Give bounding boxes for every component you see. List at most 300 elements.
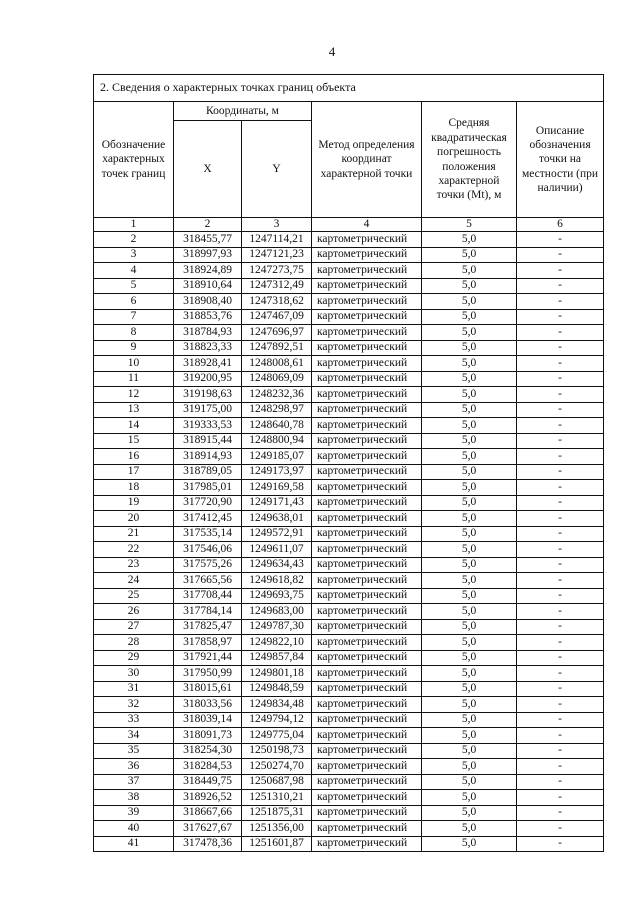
coord-x: 318924,89 [174, 263, 242, 279]
method: картометрический [312, 480, 422, 496]
coord-x: 317575,26 [174, 557, 242, 573]
method: картометрический [312, 759, 422, 775]
method: картометрический [312, 666, 422, 682]
coord-y: 1249611,07 [242, 542, 312, 558]
table-row [94, 728, 604, 744]
method: картометрический [312, 743, 422, 759]
coord-y: 1249572,91 [242, 526, 312, 542]
coord-x: 318789,05 [174, 464, 242, 480]
coord-y: 1247273,75 [242, 263, 312, 279]
point-designation: 9 [94, 340, 174, 356]
coord-x: 317784,14 [174, 604, 242, 620]
method: картометрический [312, 325, 422, 341]
description: - [517, 697, 604, 713]
coord-x: 319200,95 [174, 371, 242, 387]
description: - [517, 418, 604, 434]
coord-x: 318039,14 [174, 712, 242, 728]
point-designation: 13 [94, 402, 174, 418]
point-designation: 38 [94, 790, 174, 806]
description: - [517, 805, 604, 821]
method: картометрический [312, 232, 422, 248]
point-designation: 24 [94, 573, 174, 589]
coord-x: 318091,73 [174, 728, 242, 744]
point-designation: 27 [94, 619, 174, 635]
coord-x: 317546,06 [174, 542, 242, 558]
point-designation: 15 [94, 433, 174, 449]
error-value: 5,0 [422, 712, 517, 728]
point-designation: 40 [94, 821, 174, 837]
coord-y: 1249848,59 [242, 681, 312, 697]
point-designation: 35 [94, 743, 174, 759]
description: - [517, 263, 604, 279]
point-designation: 41 [94, 836, 174, 852]
coord-y: 1249171,43 [242, 495, 312, 511]
coord-y: 1249618,82 [242, 573, 312, 589]
table-row [94, 278, 604, 294]
coord-x: 317627,67 [174, 821, 242, 837]
coord-x: 317665,56 [174, 573, 242, 589]
description: - [517, 356, 604, 372]
coord-x: 317478,36 [174, 836, 242, 852]
point-designation: 34 [94, 728, 174, 744]
description: - [517, 433, 604, 449]
table-row [94, 759, 604, 775]
error-value: 5,0 [422, 449, 517, 465]
point-designation: 4 [94, 263, 174, 279]
table-row [94, 433, 604, 449]
boundary-points-table [93, 74, 604, 852]
coord-y: 1249169,58 [242, 480, 312, 496]
point-designation: 19 [94, 495, 174, 511]
description: - [517, 449, 604, 465]
table-row [94, 821, 604, 837]
coord-y: 1249822,10 [242, 635, 312, 651]
coord-x: 318254,30 [174, 743, 242, 759]
coord-y: 1247696,97 [242, 325, 312, 341]
description: - [517, 588, 604, 604]
table-row [94, 573, 604, 589]
coord-y: 1249638,01 [242, 511, 312, 527]
coord-y: 1249173,97 [242, 464, 312, 480]
error-value: 5,0 [422, 278, 517, 294]
coord-x: 317858,97 [174, 635, 242, 651]
error-value: 5,0 [422, 356, 517, 372]
table-row [94, 356, 604, 372]
header-row-1 [94, 102, 604, 121]
point-designation: 26 [94, 604, 174, 620]
table-row [94, 681, 604, 697]
description: - [517, 542, 604, 558]
error-value: 5,0 [422, 619, 517, 635]
column-number: 1 [94, 218, 174, 232]
coord-x: 317412,45 [174, 511, 242, 527]
coord-y: 1249683,00 [242, 604, 312, 620]
description: - [517, 480, 604, 496]
error-value: 5,0 [422, 433, 517, 449]
description: - [517, 790, 604, 806]
coord-y: 1247121,23 [242, 247, 312, 263]
error-value: 5,0 [422, 294, 517, 310]
method: картометрический [312, 418, 422, 434]
method: картометрический [312, 278, 422, 294]
error-value: 5,0 [422, 309, 517, 325]
table-row [94, 619, 604, 635]
description: - [517, 681, 604, 697]
table-row [94, 418, 604, 434]
coord-x: 318284,53 [174, 759, 242, 775]
error-value: 5,0 [422, 325, 517, 341]
table-row [94, 511, 604, 527]
coord-x: 317825,47 [174, 619, 242, 635]
method: картометрический [312, 263, 422, 279]
description: - [517, 340, 604, 356]
coord-x: 318926,52 [174, 790, 242, 806]
coord-y: 1249801,18 [242, 666, 312, 682]
point-designation: 8 [94, 325, 174, 341]
point-designation: 39 [94, 805, 174, 821]
coord-y: 1249693,75 [242, 588, 312, 604]
point-designation: 5 [94, 278, 174, 294]
table-row [94, 836, 604, 852]
coord-x: 317708,44 [174, 588, 242, 604]
error-value: 5,0 [422, 263, 517, 279]
description: - [517, 371, 604, 387]
method: картометрический [312, 449, 422, 465]
table-row [94, 247, 604, 263]
point-designation: 23 [94, 557, 174, 573]
table-row [94, 340, 604, 356]
section-title-row [94, 75, 604, 102]
error-value: 5,0 [422, 542, 517, 558]
description: - [517, 604, 604, 620]
point-designation: 25 [94, 588, 174, 604]
coord-y: 1250687,98 [242, 774, 312, 790]
method: картометрический [312, 402, 422, 418]
method: картометрический [312, 697, 422, 713]
point-designation: 2 [94, 232, 174, 248]
coord-y: 1247467,09 [242, 309, 312, 325]
description: - [517, 728, 604, 744]
error-value: 5,0 [422, 557, 517, 573]
method: картометрический [312, 712, 422, 728]
section-title: 2. Сведения о характерных точках границ объекта [94, 75, 604, 102]
method: картометрический [312, 650, 422, 666]
description: - [517, 743, 604, 759]
description: - [517, 650, 604, 666]
method: картометрический [312, 542, 422, 558]
method: картометрический [312, 588, 422, 604]
point-designation: 36 [94, 759, 174, 775]
method: картометрический [312, 511, 422, 527]
coord-y: 1249857,84 [242, 650, 312, 666]
coord-x: 317985,01 [174, 480, 242, 496]
error-value: 5,0 [422, 371, 517, 387]
method: картометрический [312, 356, 422, 372]
description: - [517, 619, 604, 635]
coord-y: 1249794,12 [242, 712, 312, 728]
coord-y: 1251875,31 [242, 805, 312, 821]
table-row [94, 557, 604, 573]
method: картометрический [312, 464, 422, 480]
coord-y: 1250274,70 [242, 759, 312, 775]
point-designation: 6 [94, 294, 174, 310]
description: - [517, 666, 604, 682]
table-row [94, 588, 604, 604]
description: - [517, 836, 604, 852]
coord-y: 1247892,51 [242, 340, 312, 356]
table-row [94, 495, 604, 511]
point-designation: 3 [94, 247, 174, 263]
coord-x: 318455,77 [174, 232, 242, 248]
coord-y: 1251601,87 [242, 836, 312, 852]
method: картометрический [312, 635, 422, 651]
error-value: 5,0 [422, 495, 517, 511]
error-value: 5,0 [422, 480, 517, 496]
error-value: 5,0 [422, 666, 517, 682]
point-designation: 33 [94, 712, 174, 728]
error-value: 5,0 [422, 681, 517, 697]
coord-x: 318784,93 [174, 325, 242, 341]
point-designation: 17 [94, 464, 174, 480]
coord-y: 1248298,97 [242, 402, 312, 418]
description: - [517, 325, 604, 341]
error-value: 5,0 [422, 604, 517, 620]
error-value: 5,0 [422, 728, 517, 744]
method: картометрический [312, 790, 422, 806]
error-value: 5,0 [422, 340, 517, 356]
method: картометрический [312, 526, 422, 542]
point-designation: 32 [94, 697, 174, 713]
error-value: 5,0 [422, 790, 517, 806]
table-row [94, 371, 604, 387]
method: картометрический [312, 340, 422, 356]
column-number: 3 [242, 218, 312, 232]
error-value: 5,0 [422, 511, 517, 527]
description: - [517, 635, 604, 651]
column-number-row [94, 218, 604, 232]
coord-x: 318033,56 [174, 697, 242, 713]
description: - [517, 294, 604, 310]
table-row [94, 325, 604, 341]
coord-y: 1248069,09 [242, 371, 312, 387]
point-designation: 31 [94, 681, 174, 697]
coord-x: 318910,64 [174, 278, 242, 294]
header-error: Средняя квадратическая погрешность положения характерной точки (Mt), м [422, 102, 517, 218]
description: - [517, 278, 604, 294]
description: - [517, 464, 604, 480]
method: картометрический [312, 604, 422, 620]
method: картометрический [312, 821, 422, 837]
error-value: 5,0 [422, 526, 517, 542]
coord-x: 318914,93 [174, 449, 242, 465]
coord-y: 1249185,07 [242, 449, 312, 465]
description: - [517, 759, 604, 775]
point-designation: 29 [94, 650, 174, 666]
coord-y: 1249775,04 [242, 728, 312, 744]
method: картометрический [312, 728, 422, 744]
description: - [517, 495, 604, 511]
error-value: 5,0 [422, 588, 517, 604]
table-body [94, 232, 604, 852]
error-value: 5,0 [422, 759, 517, 775]
header-x: X [174, 121, 242, 218]
table-row [94, 387, 604, 403]
method: картометрический [312, 309, 422, 325]
description: - [517, 387, 604, 403]
point-designation: 14 [94, 418, 174, 434]
description: - [517, 232, 604, 248]
error-value: 5,0 [422, 635, 517, 651]
point-designation: 22 [94, 542, 174, 558]
coord-x: 317720,90 [174, 495, 242, 511]
table-row [94, 774, 604, 790]
coord-x: 318853,76 [174, 309, 242, 325]
method: картометрический [312, 619, 422, 635]
method: картометрический [312, 387, 422, 403]
table-row [94, 666, 604, 682]
description: - [517, 526, 604, 542]
error-value: 5,0 [422, 650, 517, 666]
coord-y: 1247312,49 [242, 278, 312, 294]
error-value: 5,0 [422, 774, 517, 790]
point-designation: 16 [94, 449, 174, 465]
table-row [94, 650, 604, 666]
coord-y: 1251356,00 [242, 821, 312, 837]
table-row [94, 309, 604, 325]
coord-y: 1250198,73 [242, 743, 312, 759]
table-row [94, 402, 604, 418]
table-row [94, 712, 604, 728]
point-designation: 28 [94, 635, 174, 651]
coord-x: 318015,61 [174, 681, 242, 697]
error-value: 5,0 [422, 821, 517, 837]
description: - [517, 247, 604, 263]
description: - [517, 774, 604, 790]
error-value: 5,0 [422, 387, 517, 403]
coord-x: 319175,00 [174, 402, 242, 418]
method: картометрический [312, 247, 422, 263]
method: картометрический [312, 294, 422, 310]
column-number: 4 [312, 218, 422, 232]
coord-x: 319333,53 [174, 418, 242, 434]
table-row [94, 480, 604, 496]
description: - [517, 573, 604, 589]
error-value: 5,0 [422, 247, 517, 263]
coord-x: 318823,33 [174, 340, 242, 356]
point-designation: 18 [94, 480, 174, 496]
table-row [94, 604, 604, 620]
description: - [517, 402, 604, 418]
method: картометрический [312, 557, 422, 573]
point-designation: 30 [94, 666, 174, 682]
coord-x: 317921,44 [174, 650, 242, 666]
table-row [94, 542, 604, 558]
error-value: 5,0 [422, 697, 517, 713]
error-value: 5,0 [422, 743, 517, 759]
coord-y: 1251310,21 [242, 790, 312, 806]
description: - [517, 557, 604, 573]
coord-x: 318449,75 [174, 774, 242, 790]
coord-x: 317950,99 [174, 666, 242, 682]
error-value: 5,0 [422, 402, 517, 418]
coord-x: 318915,44 [174, 433, 242, 449]
table-row [94, 790, 604, 806]
header-y: Y [242, 121, 312, 218]
point-designation: 10 [94, 356, 174, 372]
method: картометрический [312, 371, 422, 387]
coord-y: 1248008,61 [242, 356, 312, 372]
table-row [94, 635, 604, 651]
description: - [517, 511, 604, 527]
point-designation: 11 [94, 371, 174, 387]
table-row [94, 464, 604, 480]
header-method: Метод определения координат характерной точки [312, 102, 422, 218]
method: картометрический [312, 805, 422, 821]
method: картометрический [312, 433, 422, 449]
error-value: 5,0 [422, 464, 517, 480]
coord-y: 1249634,43 [242, 557, 312, 573]
description: - [517, 309, 604, 325]
method: картометрический [312, 495, 422, 511]
table-row [94, 526, 604, 542]
method: картометрический [312, 836, 422, 852]
page-number: 4 [328, 44, 336, 59]
column-number: 5 [422, 218, 517, 232]
header-coordinates: Координаты, м [174, 102, 312, 121]
error-value: 5,0 [422, 805, 517, 821]
table-row [94, 449, 604, 465]
coord-y: 1247114,21 [242, 232, 312, 248]
description: - [517, 712, 604, 728]
header-description: Описание обозначения точки на местности (при наличии) [517, 102, 604, 218]
coord-x: 318667,66 [174, 805, 242, 821]
method: картометрический [312, 774, 422, 790]
error-value: 5,0 [422, 573, 517, 589]
point-designation: 20 [94, 511, 174, 527]
error-value: 5,0 [422, 232, 517, 248]
header-designation: Обозначение характерных точек границ [94, 102, 174, 218]
table-row [94, 263, 604, 279]
table-row [94, 805, 604, 821]
point-designation: 7 [94, 309, 174, 325]
table-row [94, 743, 604, 759]
point-designation: 21 [94, 526, 174, 542]
coord-x: 319198,63 [174, 387, 242, 403]
coord-x: 318928,41 [174, 356, 242, 372]
table-row [94, 294, 604, 310]
error-value: 5,0 [422, 418, 517, 434]
coord-x: 318997,93 [174, 247, 242, 263]
coord-y: 1247318,62 [242, 294, 312, 310]
coord-y: 1249834,48 [242, 697, 312, 713]
table-row [94, 697, 604, 713]
method: картометрический [312, 573, 422, 589]
table-row [94, 232, 604, 248]
point-designation: 37 [94, 774, 174, 790]
coord-y: 1248800,94 [242, 433, 312, 449]
coord-x: 317535,14 [174, 526, 242, 542]
description: - [517, 821, 604, 837]
column-number: 2 [174, 218, 242, 232]
method: картометрический [312, 681, 422, 697]
coord-x: 318908,40 [174, 294, 242, 310]
error-value: 5,0 [422, 836, 517, 852]
coord-y: 1249787,30 [242, 619, 312, 635]
coord-y: 1248232,36 [242, 387, 312, 403]
point-designation: 12 [94, 387, 174, 403]
coord-y: 1248640,78 [242, 418, 312, 434]
column-number: 6 [517, 218, 604, 232]
